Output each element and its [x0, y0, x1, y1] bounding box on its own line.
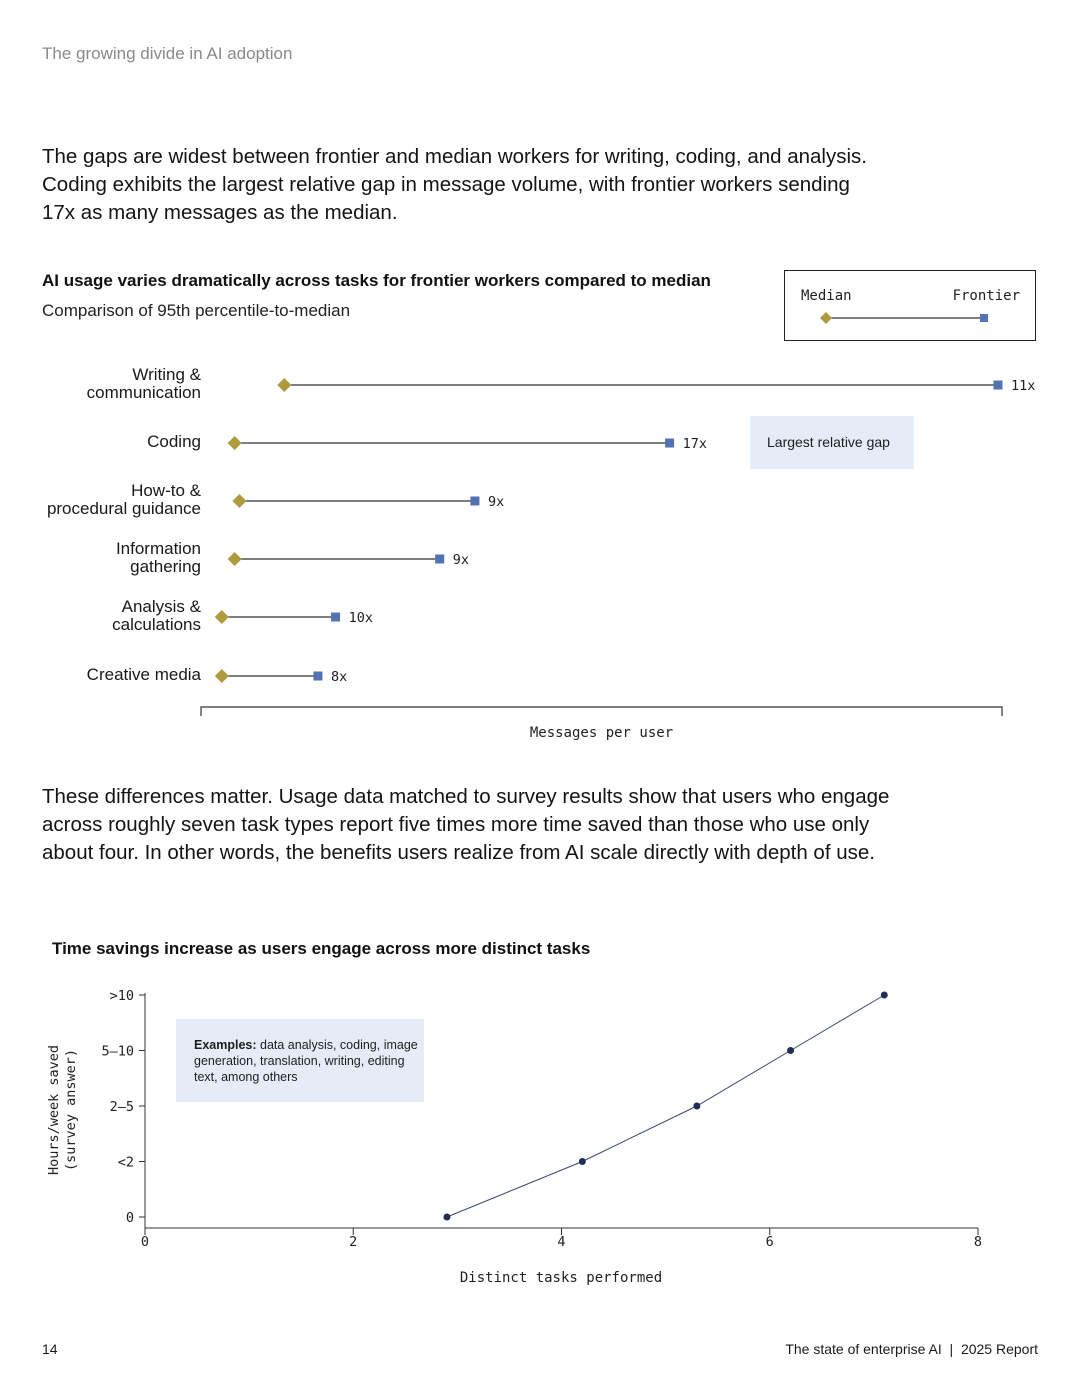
y-tick-label: 0 [125, 1210, 134, 1226]
x-tick-label: 6 [765, 1234, 774, 1250]
category-label: Analysis & calculations [112, 597, 201, 634]
intro-paragraph: The gaps are widest between frontier and median workers for writing, coding, and analysis. Coding exhibits the largest relative gap in message volume, with frontier workers sending 17x as many messages as the median. [42, 145, 867, 224]
line-chart-title: Time savings increase as users engage across more distinct tasks [52, 939, 591, 958]
ratio-label: 11x [1010, 378, 1036, 394]
median-marker [228, 436, 242, 450]
frontier-marker [665, 439, 674, 448]
running-title: The growing divide in AI adoption [42, 44, 293, 63]
followup-paragraph: These differences matter. Usage data matched to survey results show that users who engage across roughly seven task types report five times more time saved than those who use only about four. In other words, the benefits users realize from AI scale directly with depth of use. [42, 785, 890, 864]
median-marker [232, 494, 246, 508]
y-axis-label-line: (survey answer) [63, 1049, 79, 1171]
ratio-label: 8x [330, 669, 348, 685]
largest-gap-annotation: Largest relative gap [750, 416, 914, 469]
legend-median-marker [820, 312, 832, 324]
y-axis-label [46, 1045, 79, 1175]
legend-frontier-marker [980, 314, 988, 322]
median-marker [277, 378, 291, 392]
page-number: 14 [42, 1341, 58, 1357]
data-point [881, 992, 888, 999]
x-tick-label: 4 [557, 1234, 566, 1250]
dumbbell-chart-subtitle: Comparison of 95th percentile-to-median [42, 301, 351, 320]
data-point [693, 1103, 700, 1110]
category-label: How-to & procedural guidance [46, 481, 201, 518]
footer-report-title: The state of enterprise AI | 2025 Report [785, 1341, 1038, 1357]
x-axis-label: Distinct tasks performed [459, 1270, 663, 1286]
median-marker [228, 552, 242, 566]
category-label: Information gathering [115, 539, 201, 576]
y-axis-label-line: Hours/week saved [46, 1044, 62, 1176]
frontier-marker [331, 613, 340, 622]
y-tick-label: <2 [117, 1154, 134, 1171]
ratio-label: 9x [487, 494, 505, 510]
y-tick-label: 2–5 [109, 1099, 134, 1115]
series-line [447, 995, 884, 1217]
category-label: Writing & communication [86, 365, 201, 402]
ratio-label: 9x [452, 552, 469, 568]
x-axis-bracket [201, 707, 1002, 716]
frontier-marker [435, 555, 444, 564]
data-point [579, 1158, 586, 1165]
data-point [787, 1047, 794, 1054]
x-axis-label: Messages per user [529, 725, 674, 741]
y-tick-label: 5–10 [101, 1043, 134, 1060]
y-tick-label: >10 [109, 988, 134, 1004]
dumbbell-chart-title: AI usage varies dramatically across tasks for frontier workers compared to median [42, 271, 711, 290]
examples-annotation-bold: Examples: [194, 1038, 257, 1052]
data-point [443, 1214, 450, 1221]
legend-frontier-label: Frontier [952, 288, 1020, 304]
median-marker [215, 669, 229, 683]
x-tick-label: 2 [349, 1234, 358, 1250]
examples-annotation-text: data analysis, coding, image generation, translation, writing, editing text, among others [194, 1038, 418, 1084]
ratio-label: 17x [682, 436, 707, 452]
ratio-label: 10x [348, 610, 373, 626]
frontier-marker [470, 497, 479, 506]
line-plot-area [0, 960, 1080, 1300]
x-tick-label: 0 [140, 1234, 150, 1250]
frontier-marker [993, 381, 1002, 390]
median-marker [215, 610, 229, 624]
category-label: Coding [147, 432, 201, 451]
examples-annotation [176, 1019, 424, 1102]
x-tick-label: 8 [973, 1234, 983, 1250]
legend-median-label: Median [801, 288, 852, 304]
frontier-marker [313, 672, 322, 681]
category-label: Creative media [86, 665, 201, 684]
